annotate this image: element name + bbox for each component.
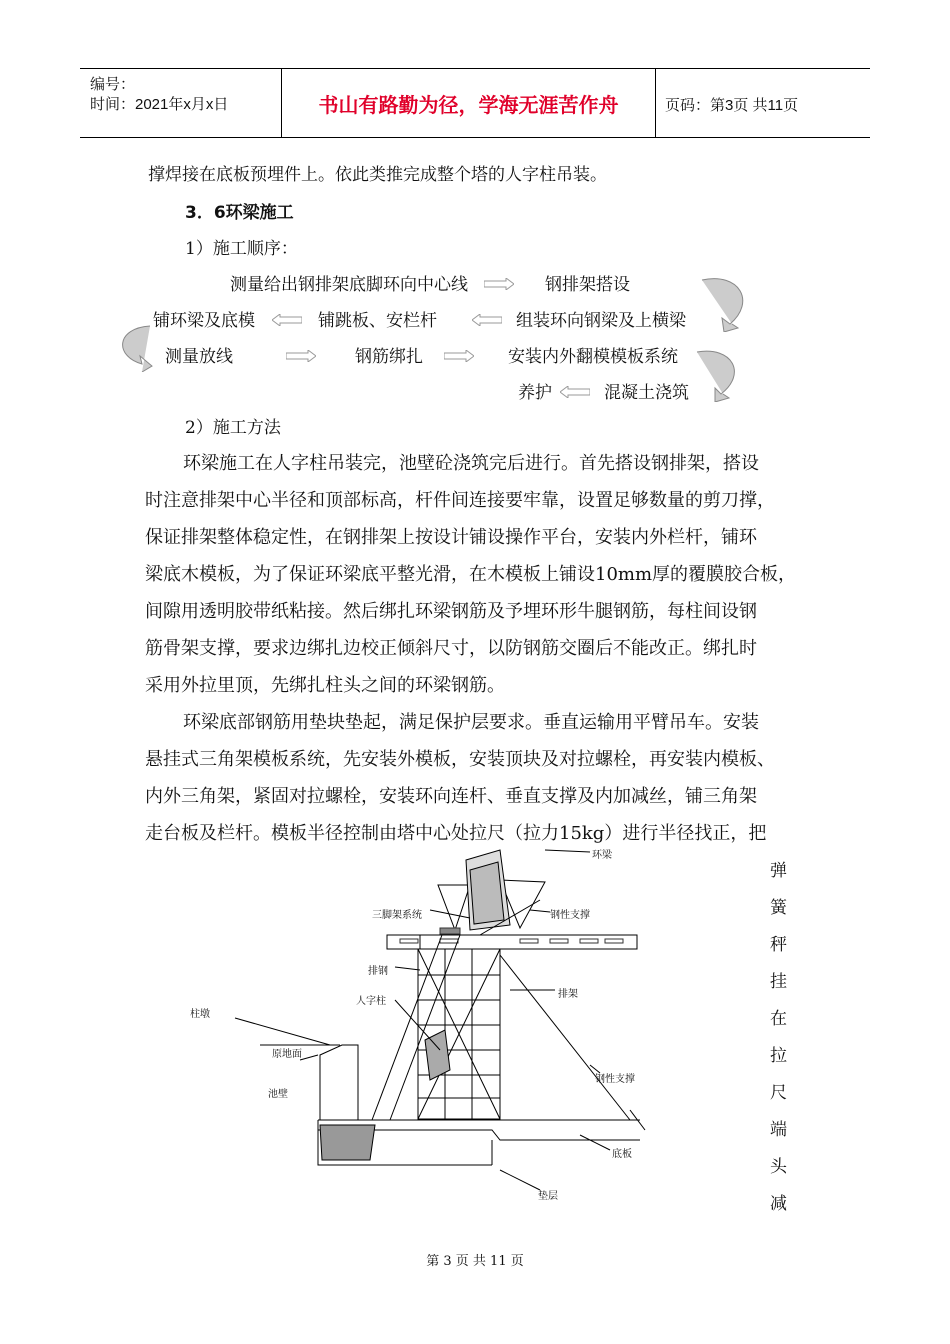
time-label: 时间：2021年x月x日 (90, 96, 229, 113)
flow-step: 组装环向钢梁及上横梁 (516, 311, 686, 331)
diagram-label: 排钢 (368, 966, 388, 977)
flow-step: 钢筋绑扎 (355, 347, 423, 367)
vertical-char: 簧 (770, 898, 787, 918)
flow-step: 安装内外翻模模板系统 (508, 347, 678, 367)
flow-step: 铺环梁及底模 (153, 311, 255, 331)
subheading: 2）施工方法 (185, 418, 281, 438)
vertical-char: 头 (770, 1157, 787, 1177)
curved-arrow-icon (695, 346, 741, 402)
header-meta (80, 69, 282, 137)
arrow-right-icon (444, 350, 474, 362)
vertical-char: 尺 (770, 1083, 787, 1103)
diagram-label: 柱墩 (190, 1009, 210, 1020)
flow-step: 混凝土浇筑 (604, 383, 689, 403)
arrow-left-icon (472, 314, 502, 326)
diagram-label: 钢性支撑 (595, 1074, 635, 1085)
flow-step: 铺跳板、安栏杆 (318, 311, 437, 331)
vertical-char: 挂 (770, 972, 787, 992)
diagram-label: 钢性支撑 (550, 910, 590, 921)
text-line: 撑焊接在底板预埋件上。依此类推完成整个塔的人字柱吊装。 (148, 165, 607, 185)
arrow-left-icon (560, 386, 590, 398)
vertical-char: 弹 (770, 861, 787, 881)
page-footer: 第 3 页 共 11 页 (426, 1254, 524, 1269)
text-line: 筋骨架支撑，要求边绑扎边校正倾斜尺寸，以防钢筋交圈后不能改正。绑扎时 (145, 638, 757, 659)
vertical-char: 减 (770, 1194, 787, 1214)
text-line: 梁底木模板，为了保证环梁底平整光滑，在木模板上铺设10mm厚的覆膜胶合板， (145, 564, 797, 585)
diagram-label: 人字柱 (356, 996, 386, 1007)
text-line: 走台板及栏杆。模板半径控制由塔中心处拉尺（拉力15kg）进行半径找正，把 (145, 823, 767, 844)
text-line: 内外三角架，紧固对拉螺栓，安装环向连杆、垂直支撑及内加减丝，铺三角架 (145, 786, 757, 807)
flow-step: 测量放线 (165, 347, 233, 367)
arrow-right-icon (484, 278, 514, 290)
vertical-char: 拉 (770, 1046, 787, 1066)
diagram-drawing (0, 840, 760, 1220)
flow-step: 钢排架搭设 (545, 275, 630, 295)
subheading: 1）施工顺序： (185, 239, 298, 259)
page-header (80, 68, 870, 138)
motto: 书山有路勤为径，学海无涯苦作舟 (282, 69, 656, 137)
text-line: 环梁施工在人字柱吊装完，池壁砼浇筑完后进行。首先搭设钢排架，搭设 (183, 453, 759, 474)
text-line: 悬挂式三角架模板系统，先安装外模板，安装顶块及对拉螺栓，再安装内模板、 (145, 749, 775, 770)
diagram-label: 环梁 (592, 850, 612, 861)
text-line: 间隙用透明胶带纸粘接。然后绑扎环梁钢筋及予埋环形牛腿钢筋，每柱间设钢 (145, 601, 757, 622)
diagram-label: 原地面 (272, 1049, 302, 1060)
arrow-left-icon (272, 314, 302, 326)
curved-arrow-icon (114, 322, 154, 372)
diagram-label: 底板 (612, 1149, 632, 1160)
text-line: 采用外拉里顶，先绑扎柱头之间的环梁钢筋。 (145, 675, 505, 696)
diagram-label: 三脚架系统 (372, 910, 422, 921)
arrow-right-icon (286, 350, 316, 362)
diagram-label: 池壁 (268, 1089, 288, 1100)
vertical-char: 端 (770, 1120, 787, 1140)
vertical-char: 在 (770, 1009, 787, 1029)
diagram-label: 垫层 (538, 1191, 558, 1202)
flow-step: 测量给出钢排架底脚环向中心线 (230, 275, 468, 295)
vertical-char: 秤 (770, 935, 787, 955)
curved-arrow-icon (700, 272, 750, 332)
text-line: 时注意排架中心半径和顶部标高，杆件间连接要牢靠，设置足够数量的剪刀撑， (145, 490, 775, 511)
text-line: 保证排架整体稳定性，在钢排架上按设计铺设操作平台，安装内外栏杆，铺环 (145, 527, 757, 548)
flow-step: 养护 (518, 383, 552, 403)
diagram-label: 排架 (558, 989, 578, 1000)
page-info: 页码：第3页 共11页 (665, 97, 799, 114)
text-line: 环梁底部钢筋用垫块垫起，满足保护层要求。垂直运输用平臂吊车。安装 (183, 712, 759, 733)
code-label: 编号： (90, 76, 136, 93)
section-title: 3．6环梁施工 (185, 203, 294, 223)
